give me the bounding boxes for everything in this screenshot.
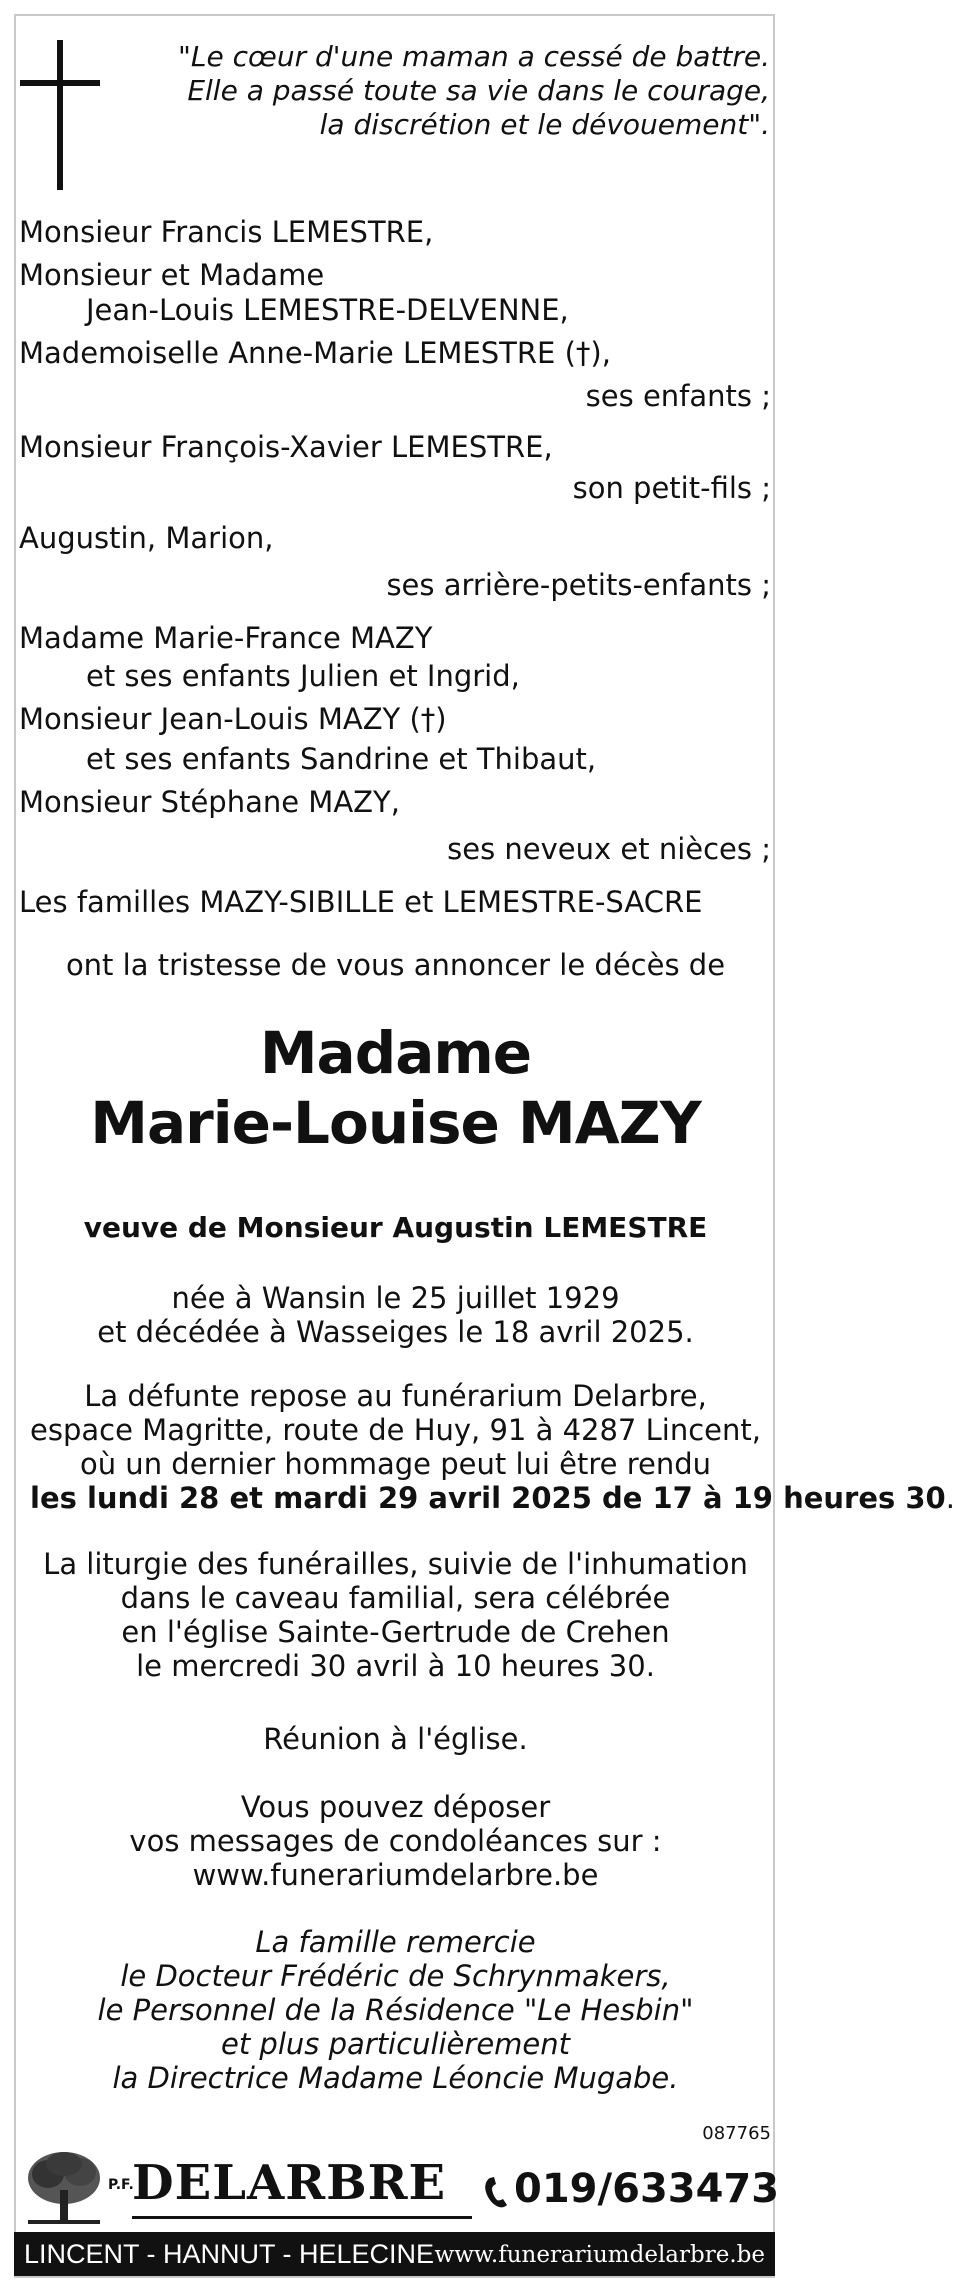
widow-of: veuve de Monsieur Augustin LEMESTRE	[83, 1211, 708, 1244]
died-line: et décédée à Wasseiges le 18 avril 2025.	[97, 1315, 694, 1349]
deceased-fullname: Marie-Louise MAZY	[90, 1089, 701, 1157]
relation-great-grandchildren: ses arrière-petits-enfants ;	[386, 568, 771, 602]
website-link[interactable]: www.funerariumdelarbre.be	[434, 2242, 765, 2268]
repose-line: où un dernier hommage peut lui être rendu	[79, 1447, 712, 1481]
epitaph-quote	[130, 40, 770, 142]
thanks-line: la Directrice Madame Léoncie Mugabe.	[112, 2061, 679, 2095]
family-member: Jean-Louis LEMESTRE-DELVENNE,	[86, 293, 569, 327]
repose-dates	[30, 1481, 955, 1515]
announcement: ont la tristesse de vous annoncer le décès de	[65, 948, 726, 982]
towns-list: LINCENT - HANNUT - HELECINE	[24, 2239, 435, 2269]
quote-line: "Le cœur d'une maman a cessé de battre.	[178, 40, 770, 73]
families-line: Les familles MAZY-SIBILLE et LEMESTRE-SACRE	[19, 885, 703, 919]
thanks-line: et plus particulièrement	[220, 2027, 571, 2061]
family-member: Monsieur et Madame	[19, 258, 325, 292]
pf-label: P.F.	[108, 2177, 134, 2193]
deceased-name	[30, 1018, 761, 1158]
relation-nephews: ses neveux et nièces ;	[447, 832, 771, 866]
liturgy-line: le mercredi 30 avril à 10 heures 30.	[136, 1649, 655, 1683]
funeral-home-header	[14, 2146, 780, 2230]
brand-name: DELARBRE	[132, 2155, 447, 2211]
born-line: née à Wansin le 25 juillet 1929	[171, 1281, 620, 1315]
repose-line: La défunte repose au funérarium Delarbre,	[84, 1379, 707, 1413]
phone-number[interactable]: 019/633473	[514, 2166, 780, 2212]
repose-dates-bold: les lundi 28 et mardi 29 avril 2025 de 17 à 19 heures 30	[30, 1481, 946, 1515]
thanks-block	[30, 1925, 761, 2095]
deceased-title: Madame	[259, 1019, 532, 1087]
condolences-line: vos messages de condoléances sur :	[129, 1824, 662, 1858]
family-member: Augustin, Marion,	[19, 521, 274, 555]
family-member: Monsieur Jean-Louis MAZY (†)	[19, 702, 447, 736]
liturgy-line: en l'église Sainte-Gertrude de Crehen	[121, 1615, 670, 1649]
family-member: Monsieur Francis LEMESTRE,	[19, 215, 434, 249]
repose-info	[30, 1379, 955, 1515]
family-member: et ses enfants Julien et Ingrid,	[86, 659, 520, 693]
birth-death	[30, 1281, 761, 1349]
repose-dates-end: .	[945, 1481, 955, 1515]
relation-children: ses enfants ;	[585, 379, 771, 413]
relation-grandchild: son petit-fils ;	[572, 471, 771, 505]
thanks-line: le Personnel de la Résidence "Le Hesbin"	[97, 1993, 694, 2027]
repose-line: espace Magritte, route de Huy, 91 à 4287 Lincent,	[30, 1413, 761, 1447]
family-member: Mademoiselle Anne-Marie LEMESTRE (†),	[19, 336, 611, 370]
family-member: Monsieur François-Xavier LEMESTRE,	[19, 430, 553, 464]
liturgy-line: dans le caveau familial, sera célébrée	[120, 1581, 671, 1615]
thanks-line: le Docteur Frédéric de Schrynmakers,	[120, 1959, 671, 1993]
condolences-url[interactable]: www.funerariumdelarbre.be	[192, 1858, 599, 1892]
family-member: Monsieur Stéphane MAZY,	[19, 785, 400, 819]
thanks-line: La famille remercie	[255, 1925, 536, 1959]
liturgy-info	[30, 1547, 761, 1683]
cross-icon	[20, 40, 100, 190]
footer-bar	[14, 2232, 775, 2276]
quote-line: la discrétion et le dévouement".	[319, 108, 770, 141]
family-member: Madame Marie-France MAZY	[19, 621, 433, 655]
condolences-line: Vous pouvez déposer	[240, 1790, 551, 1824]
condolences-info	[30, 1790, 761, 1892]
liturgy-line: La liturgie des funérailles, suivie de l'inhumation	[43, 1547, 748, 1581]
family-member: et ses enfants Sandrine et Thibaut,	[86, 742, 597, 776]
meeting-info: Réunion à l'église.	[263, 1722, 528, 1756]
quote-line: Elle a passé toute sa vie dans le courage,	[187, 74, 770, 107]
tree-logo-icon	[24, 2150, 104, 2226]
reference-number: 087765	[702, 2123, 771, 2144]
brand-underline	[132, 2216, 472, 2219]
phone-icon	[482, 2174, 512, 2210]
